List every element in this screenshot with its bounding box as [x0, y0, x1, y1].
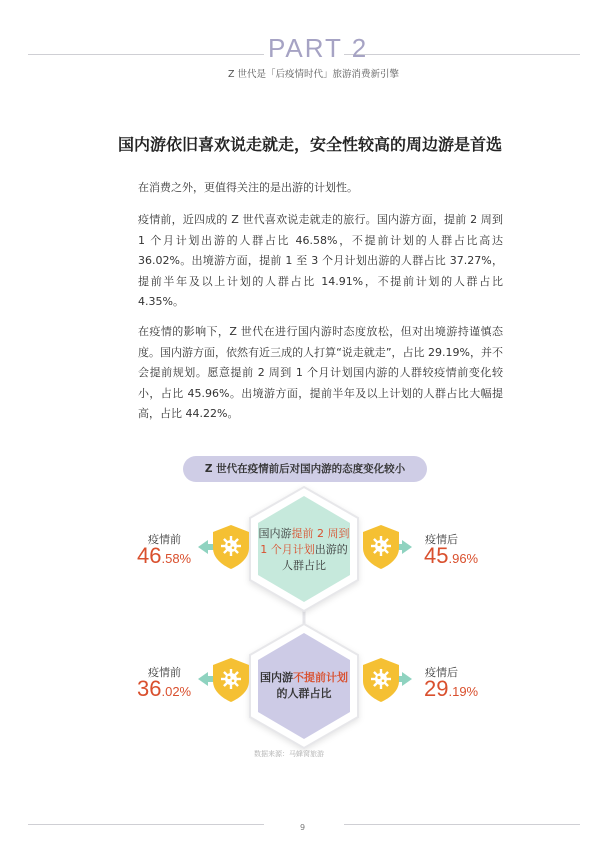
virus-shield-icon [363, 658, 399, 702]
hex1-text-hl2: 1 个月计划 [260, 543, 315, 556]
hex2-text-c: 的人群占比 [276, 687, 332, 700]
hex1-text-hl1: 提前 2 周到 [291, 527, 350, 540]
footer-rule-right [344, 824, 580, 825]
after-value-2 [424, 676, 478, 702]
after-label-1: 疫情后 [425, 533, 458, 546]
after-value-1-int: 45 [424, 543, 449, 568]
part-subtitle: Z 世代是「后疫情时代」旅游消费新引擎 [228, 69, 400, 80]
hex1-text-b: 出游的 [314, 543, 348, 556]
before-value-1-dec: .58% [161, 551, 192, 566]
infographic-title: Z 世代在疫情前后对国内游的态度变化较小 [183, 456, 427, 482]
hex2-text-hl: 不提前计划 [293, 671, 348, 684]
paragraph-2: 疫情前，近四成的 Z 世代喜欢说走就走的旅行。国内游方面，提前 2 周到 1 个月计划出游的人群占比 46.58%，不提前计划的人群占比高达 36.02%。出境游方面，提前 1 至 3 个月计划出游的人群占比 37.27%，提前半年及以上计划的人群占比 14.91%，不提前计划的人群占比 4.35%。 [138, 213, 503, 308]
virus-shield-icon [213, 525, 249, 569]
before-value-2-int: 36 [137, 676, 162, 701]
hexagon-1-text [258, 526, 350, 574]
hexagon-2-text [258, 670, 350, 702]
after-value-2-dec: .19% [448, 684, 479, 699]
before-value-1 [137, 543, 191, 569]
after-value-1-dec: .96% [448, 551, 479, 566]
before-value-2-dec: .02% [161, 684, 192, 699]
section-heading: 国内游依旧喜欢说走就走，安全性较高的周边游是首选 [118, 135, 503, 154]
hex1-text-c: 人群占比 [282, 559, 326, 572]
before-label-2: 疫情前 [148, 666, 181, 679]
virus-shield-icon [363, 525, 399, 569]
footer-rule-left [28, 824, 264, 825]
before-value-1-int: 46 [137, 543, 162, 568]
data-source: 数据来源：马蜂窝旅游 [254, 750, 324, 758]
page-number: 9 [300, 823, 306, 832]
after-value-2-int: 29 [424, 676, 449, 701]
after-label-2: 疫情后 [425, 666, 458, 679]
before-label-1: 疫情前 [148, 533, 181, 546]
virus-shield-icon [213, 658, 249, 702]
hex2-text-a: 国内游 [260, 671, 293, 684]
hex1-text-a: 国内游 [258, 527, 292, 540]
paragraph-3: 在疫情的影响下，Z 世代在进行国内游时态度放松，但对出境游持谨慎态度。国内游方面，依然有近三成的人打算“说走就走”，占比 29.19%，并不会提前规划。愿意提前 2 周到 1 个月计划国内游的人群较疫情前变化较小，占比 45.96%。出境游方面，提前半年及以上计划的人群占比大幅提高，占比 44.22%。 [138, 325, 503, 420]
part-title: PART 2 [268, 33, 369, 63]
after-value-1 [424, 543, 478, 569]
before-value-2 [137, 676, 191, 702]
paragraph-1: 在消费之外，更值得关注的是出游的计划性。 [138, 181, 358, 194]
